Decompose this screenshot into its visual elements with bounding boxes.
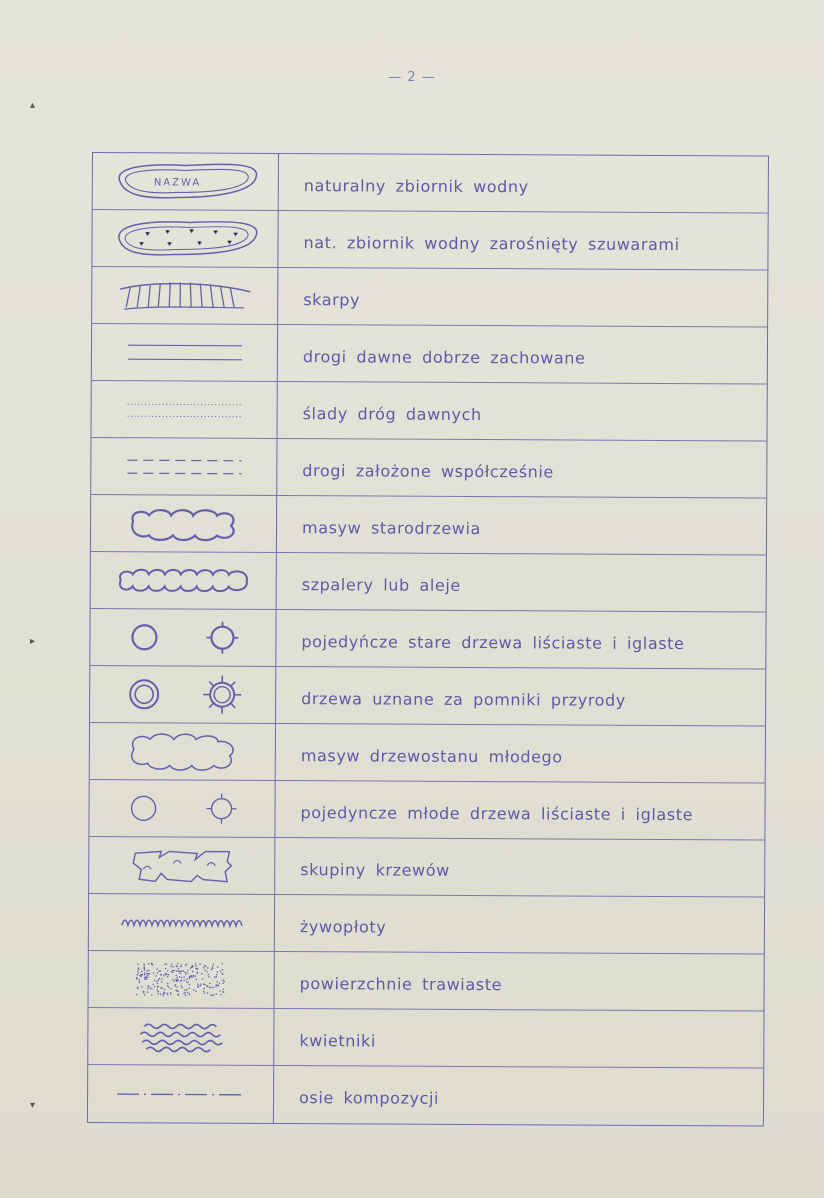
grass-stipple-dot [138,981,140,983]
single-young-trees-icon [89,780,275,837]
grass-stipple-dot [177,990,179,992]
grass-stipple-dot [196,972,198,974]
grass-stipple-dot [180,980,182,982]
grass-stipple-dot [180,970,182,972]
grass-stipple-dot [172,966,174,968]
legend-row [89,780,764,841]
grass-stipple-dot [145,978,147,980]
grass-stipple-dot [185,964,187,966]
grass-stipple-dot [146,977,148,979]
old-tree-mass-icon [91,495,277,552]
grass-stipple-dot [160,974,162,976]
grass-stipple-dot [207,967,209,969]
grass-stipple-dot [187,970,189,972]
grass-stipple-dot [160,981,162,983]
grass-stipple-dot [222,982,224,984]
grass-stipple-dot [153,979,155,981]
grass-stipple-dot [153,986,155,988]
grass-stipple-dot [206,992,208,994]
legend-label: osie kompozycji [299,1088,440,1108]
grass-stipple-dot [137,968,139,970]
grass-stipple-dot [183,976,185,978]
legend-label: pojedyncze młode drzewa liściaste i iglaste [300,802,694,824]
grass-stipple-dot [172,970,174,972]
legend-label: drzewa uznane za pomniki przyrody [301,688,626,710]
grass-stipple-dot [163,992,165,994]
legend-row [89,894,764,955]
grass-stipple-dot [151,988,153,990]
grass-stipple-dot [215,974,217,976]
grass-stipple-dot [157,986,159,988]
grass-stipple-dot [173,980,175,982]
grass-stipple-dot [195,991,197,993]
grass-stipple-dot [210,994,212,996]
legend-row [90,723,765,784]
grass-stipple-dot [220,994,222,996]
grass-stipple-dot [175,975,177,977]
grass-stipple-dot [214,976,216,978]
grass-stipple-dot [202,967,204,969]
grass-stipple-dot [147,975,149,977]
grass-stipple-dot [164,973,166,975]
grass-stipple-dot [204,966,206,968]
grass-stipple-dot [208,987,210,989]
grass-stipple-dot [137,972,139,974]
grass-area-icon [89,951,275,1008]
grass-stipple-dot [176,986,178,988]
grass-stipple-dot [210,969,212,971]
grass-stipple-dot [166,983,168,985]
alley-icon [91,552,277,609]
grass-stipple-dot [185,973,187,975]
legend-row [92,381,767,442]
grass-stipple-dot [166,976,168,978]
grass-stipple-dot [179,973,181,975]
grass-stipple-dot [215,993,217,995]
legend-row [89,837,764,898]
grass-stipple-dot [158,978,160,980]
grass-stipple-dot [158,970,160,972]
grass-stipple-dot [152,972,154,974]
legend-label: żywopłoty [299,916,387,937]
legend-table [87,152,769,1127]
legend-row [93,153,768,214]
grass-stipple-dot [183,980,185,982]
grass-stipple-dot [149,973,151,975]
grass-stipple-dot [186,972,188,974]
grass-stipple-dot [194,963,196,965]
legend-label: masyw starodrzewia [301,517,482,538]
legend-row [88,1008,763,1069]
grass-stipple-dot [173,970,175,972]
grass-stipple-dot [215,976,217,978]
grass-stipple-dot [168,986,170,988]
grass-stipple-dot [142,991,144,993]
legend-label: drogi dawne dobrze zachowane [302,346,586,368]
grass-stipple-dot [175,980,177,982]
grass-stipple-dot [167,994,169,996]
grass-stipple-dot [170,966,172,968]
grass-stipple-dot [193,989,195,991]
grass-stipple-dot [186,978,188,980]
legend-label: masyw drzewostanu młodego [300,745,563,766]
grass-stipple-dot [156,989,158,991]
grass-stipple-dot [201,979,203,981]
grass-stipple-dot [139,975,141,977]
grass-stipple-dot [186,989,188,991]
grass-stipple-dot [156,983,158,985]
grass-stipple-dot [148,970,150,972]
legend-row [90,666,765,727]
shrub-clusters-icon [89,837,275,894]
grass-stipple-dot [146,970,148,972]
grass-stipple-dot [192,975,194,977]
grass-stipple-dot [222,989,224,991]
grass-stipple-dot [211,966,213,968]
dashed-line-icon [91,438,277,495]
grass-stipple-dot [159,970,161,972]
grass-stipple-dot [137,970,139,972]
grass-stipple-dot [206,971,208,973]
grass-stipple-dot [152,984,154,986]
grass-stipple-dot [167,974,169,976]
escarpment-icon [92,267,278,324]
grass-stipple-dot [146,991,148,993]
grass-stipple-dot [161,978,163,980]
grass-stipple-dot [190,975,192,977]
grass-stipple-dot [136,994,138,996]
grass-stipple-dot [199,963,201,965]
symbol-name-text: NAZWA [153,177,201,189]
grass-stipple-dot [143,974,145,976]
grass-stipple-dot [156,968,158,970]
punch-mark-icon: ▸ [30,636,36,647]
grass-stipple-dot [216,966,218,968]
grass-stipple-dot [190,967,192,969]
legend-row [90,609,765,670]
grass-stipple-dot [201,973,203,975]
legend-row [92,267,767,328]
grass-stipple-dot [221,963,223,965]
legend-row [91,495,766,556]
grass-stipple-dot [177,963,179,965]
legend-label: nat. zbiornik wodny zarośnięty szuwarami [303,232,680,254]
grass-stipple-dot [195,965,197,967]
grass-stipple-dot [163,989,165,991]
grass-stipple-dot [144,977,146,979]
legend-label: naturalny zbiornik wodny [303,175,529,196]
grass-stipple-dot [179,971,181,973]
grass-stipple-dot [197,984,199,986]
grass-stipple-dot [181,987,183,989]
grass-stipple-dot [200,983,202,985]
grass-stipple-dot [219,990,221,992]
double-line-icon [92,324,278,381]
grass-stipple-dot [143,992,145,994]
grass-stipple-dot [178,976,180,978]
grass-stipple-dot [143,965,145,967]
grass-stipple-dot [182,970,184,972]
grass-stipple-dot [135,977,137,979]
grass-stipple-dot [196,968,198,970]
grass-stipple-dot [188,978,190,980]
grass-stipple-dot [212,987,214,989]
grass-stipple-dot [162,995,164,997]
grass-stipple-dot [151,994,153,996]
grass-stipple-dot [203,992,205,994]
grass-stipple-dot [143,994,145,996]
grass-stipple-dot [204,970,206,972]
grass-stipple-dot [197,985,199,987]
grass-stipple-dot [203,983,205,985]
young-stand-icon [90,723,276,780]
grass-stipple-dot [161,988,163,990]
grass-stipple-dot [137,988,139,990]
grass-stipple-dot [189,967,191,969]
grass-stipple-dot [143,967,145,969]
legend-label: szpalery lub aleje [301,574,461,595]
grass-stipple-dot [188,987,190,989]
grass-stipple-dot [194,975,196,977]
grass-stipple-dot [187,992,189,994]
legend-label: pojedyńcze stare drzewa liściaste i iglaste [301,631,685,653]
grass-stipple-dot [177,968,179,970]
water-body-icon [93,153,279,210]
grass-stipple-dot [181,977,183,979]
grass-stipple-dot [221,969,223,971]
grass-stipple-dot [216,971,218,973]
grass-stipple-dot [157,993,159,995]
grass-stipple-dot [175,979,177,981]
grass-stipple-dot [140,974,142,976]
grass-stipple-dot [177,994,179,996]
grass-stipple-dot [165,964,167,966]
grass-stipple-dot [180,966,182,968]
grass-stipple-dot [171,964,173,966]
grass-stipple-dot [156,981,158,983]
grass-stipple-dot [170,971,172,973]
grass-stipple-dot [137,963,139,965]
flowerbed-icon [88,1008,274,1065]
grass-stipple-dot [163,975,165,977]
grass-stipple-dot [184,994,186,996]
grass-stipple-dot [164,963,166,965]
grass-stipple-dot [209,983,211,985]
grass-stipple-dot [138,978,140,980]
grass-stipple-dot [144,978,146,980]
grass-stipple-dot [187,982,189,984]
grass-stipple-dot [207,974,209,976]
grass-stipple-dot [155,975,157,977]
dotted-line-icon [92,381,278,438]
legend-label: drogi założone współcześnie [302,460,554,481]
grass-stipple-dot [157,991,159,993]
grass-stipple-dot [206,985,208,987]
grass-stipple-dot [146,973,148,975]
grass-stipple-dot [165,973,167,975]
grass-stipple-dot [191,971,193,973]
grass-stipple-dot [172,979,174,981]
grass-stipple-dot [218,983,220,985]
grass-stipple-dot [184,992,186,994]
legend-label: powierzchnie trawiaste [299,973,503,994]
grass-stipple-dot [215,984,217,986]
single-old-trees-icon [90,609,276,666]
grass-stipple-dot [143,969,145,971]
grass-stipple-dot [166,992,168,994]
grass-stipple-dot [136,974,138,976]
grass-stipple-dot [223,981,225,983]
page-number: — 2 — [388,70,436,85]
legend-label: kwietniki [299,1030,377,1050]
grass-stipple-dot [191,965,193,967]
legend-row [89,951,764,1012]
grass-stipple-dot [222,992,224,994]
legend-row [91,438,766,499]
grass-stipple-dot [215,986,217,988]
grass-stipple-dot [184,989,186,991]
monument-trees-icon [90,666,276,723]
grass-stipple-dot [177,971,179,973]
grass-stipple-dot [184,972,186,974]
grass-stipple-dot [191,977,193,979]
grass-stipple-dot [183,993,185,995]
grass-stipple-dot [166,985,168,987]
grass-stipple-dot [174,985,176,987]
grass-stipple-dot [221,973,223,975]
grass-stipple-dot [219,970,221,972]
grass-stipple-dot [180,985,182,987]
grass-stipple-dot [212,964,214,966]
grass-stipple-dot [143,972,145,974]
grass-stipple-dot [199,985,201,987]
grass-stipple-dot [156,972,158,974]
grass-stipple-dot [180,964,182,966]
grass-stipple-dot [176,977,178,979]
legend-row [92,210,767,271]
grass-stipple-dot [150,963,152,965]
grass-stipple-dot [222,979,224,981]
legend-label: skarpy [303,289,361,309]
composition-axis-icon [88,1065,274,1123]
grass-stipple-dot [147,963,149,965]
grass-stipple-dot [217,985,219,987]
punch-mark-icon: ▾ [30,1100,36,1111]
grass-stipple-dot [203,988,205,990]
grass-stipple-dot [164,968,166,970]
grass-stipple-dot [195,979,197,981]
grass-stipple-dot [176,970,178,972]
grass-stipple-dot [216,981,218,983]
grass-stipple-dot [188,994,190,996]
grass-stipple-dot [147,988,149,990]
grass-stipple-dot [195,968,197,970]
grass-stipple-dot [160,987,162,989]
legend-label: ślady dróg dawnych [302,403,482,424]
grass-stipple-dot [141,971,143,973]
punch-mark-icon: ▴ [30,100,36,111]
grass-stipple-dot [143,963,145,965]
grass-stipple-dot [177,979,179,981]
grass-stipple-dot [184,964,186,966]
grass-stipple-dot [210,987,212,989]
legend-label: skupiny krzewów [300,859,450,880]
grass-stipple-dot [213,994,215,996]
grass-stipple-dot [170,988,172,990]
legend-row [92,324,767,385]
grass-stipple-dot [211,968,213,970]
grass-stipple-dot [203,991,205,993]
grass-stipple-dot [147,985,149,987]
hedge-icon [89,894,275,951]
grass-stipple-dot [169,992,171,994]
grass-stipple-dot [157,979,159,981]
grass-stipple-dot [186,981,188,983]
grass-stipple-dot [149,987,151,989]
grass-stipple-dot [188,984,190,986]
overgrown-water-body-icon [92,210,278,267]
grass-stipple-dot [147,973,149,975]
grass-stipple-dot [175,965,177,967]
grass-stipple-dot [159,993,161,995]
legend-row [91,552,766,613]
legend-row [88,1065,763,1126]
grass-stipple-dot [167,970,169,972]
grass-stipple-dot [141,986,143,988]
grass-stipple-dot [208,976,210,978]
